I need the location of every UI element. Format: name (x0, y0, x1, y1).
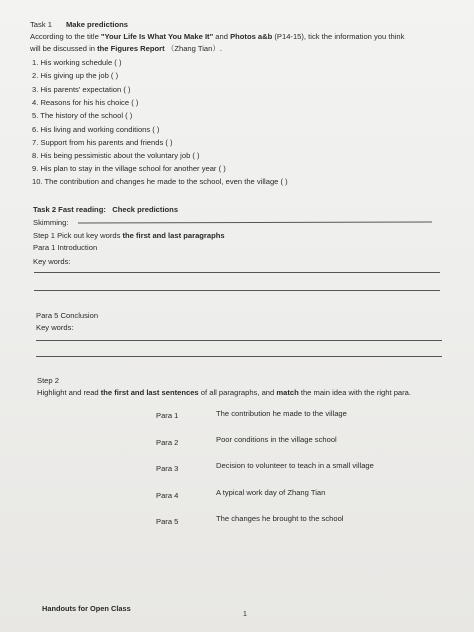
intro-photos: Photos a&b (230, 32, 273, 41)
match-para-label[interactable]: Para 4 (156, 491, 179, 500)
para5-heading: Para 5 Conclusion (36, 311, 99, 320)
step2-emphasis: the first and last sentences (100, 388, 199, 397)
skimming-answer-line[interactable] (78, 222, 432, 224)
task1-title: Make predictions (65, 20, 128, 29)
step2-text: of all paragraphs, and (198, 388, 277, 397)
para1-keywords-label: Key words: (33, 257, 71, 266)
match-para-label[interactable]: Para 1 (156, 411, 179, 420)
step2-text: the main idea with the right para. (298, 388, 412, 397)
para5-keywords-label: Key words: (36, 323, 74, 332)
intro-text: and (213, 32, 231, 41)
intro-text: (P14-15), tick the information you think (272, 32, 405, 41)
prediction-item[interactable]: 4. Reasons for his his choice ( ) (32, 98, 139, 107)
prediction-item[interactable]: 2. His giving up the job ( ) (32, 71, 119, 80)
skimming-label: Skimming: (33, 218, 69, 227)
step2-emphasis: match (276, 388, 299, 397)
page-number: 1 (243, 611, 247, 618)
match-main-idea[interactable]: The contribution he made to the village (216, 409, 347, 418)
prediction-item[interactable]: 1. His working schedule ( ) (32, 58, 122, 67)
prediction-item[interactable]: 8. His being pessimistic about the voluntary job ( ) (32, 151, 200, 160)
step2-instruction (37, 388, 411, 398)
match-para-label[interactable]: Para 3 (156, 464, 179, 473)
step2-heading: Step 2 (37, 376, 59, 385)
task1-heading (30, 20, 128, 30)
match-main-idea[interactable]: The changes he brought to the school (216, 514, 344, 523)
step1-text: Step 1 Pick out key words (33, 231, 123, 240)
prediction-item[interactable]: 6. His living and working conditions ( ) (32, 125, 160, 134)
step2-text: Highlight and read (37, 388, 101, 397)
intro-text: （Zhang Tian）. (164, 44, 223, 53)
match-para-label[interactable]: Para 2 (156, 438, 179, 447)
intro-text: According to the title (30, 32, 101, 41)
para1-answer-line[interactable] (34, 290, 440, 291)
prediction-item[interactable]: 7. Support from his parents and friends ( ) (32, 138, 173, 147)
intro-report: the Figures Report (97, 44, 165, 53)
prediction-item[interactable]: 3. His parents' expectation ( ) (32, 85, 131, 94)
task2-heading (33, 205, 178, 215)
task1-label: Task 1 (30, 20, 52, 29)
match-para-label[interactable]: Para 5 (156, 517, 179, 526)
prediction-item[interactable]: 5. The history of the school ( ) (32, 111, 133, 120)
step1-instruction (33, 231, 225, 241)
task1-instructions-line2 (30, 44, 222, 54)
para5-answer-line[interactable] (36, 340, 442, 341)
match-main-idea[interactable]: Poor conditions in the village school (216, 435, 337, 444)
intro-text: will be discussed in (30, 44, 98, 53)
footer-text: Handouts for Open Class (42, 604, 131, 613)
match-main-idea[interactable]: A typical work day of Zhang Tian (216, 488, 326, 497)
task2-title: Check predictions (112, 205, 179, 214)
intro-title-quote: "Your Life Is What You Make It" (100, 32, 214, 41)
task2-label: Task 2 Fast reading: (33, 205, 106, 214)
para1-answer-line[interactable] (34, 272, 440, 273)
prediction-item[interactable]: 9. His plan to stay in the village school for another year ( ) (32, 164, 226, 173)
para5-answer-line[interactable] (36, 356, 442, 357)
step1-emphasis: the first and last paragraphs (122, 231, 225, 240)
task1-instructions-line1 (30, 32, 404, 42)
para1-heading: Para 1 Introduction (33, 243, 98, 252)
match-main-idea[interactable]: Decision to volunteer to teach in a small village (216, 461, 374, 470)
prediction-item[interactable]: 10. The contribution and changes he made to the school, even the village ( ) (32, 177, 288, 186)
